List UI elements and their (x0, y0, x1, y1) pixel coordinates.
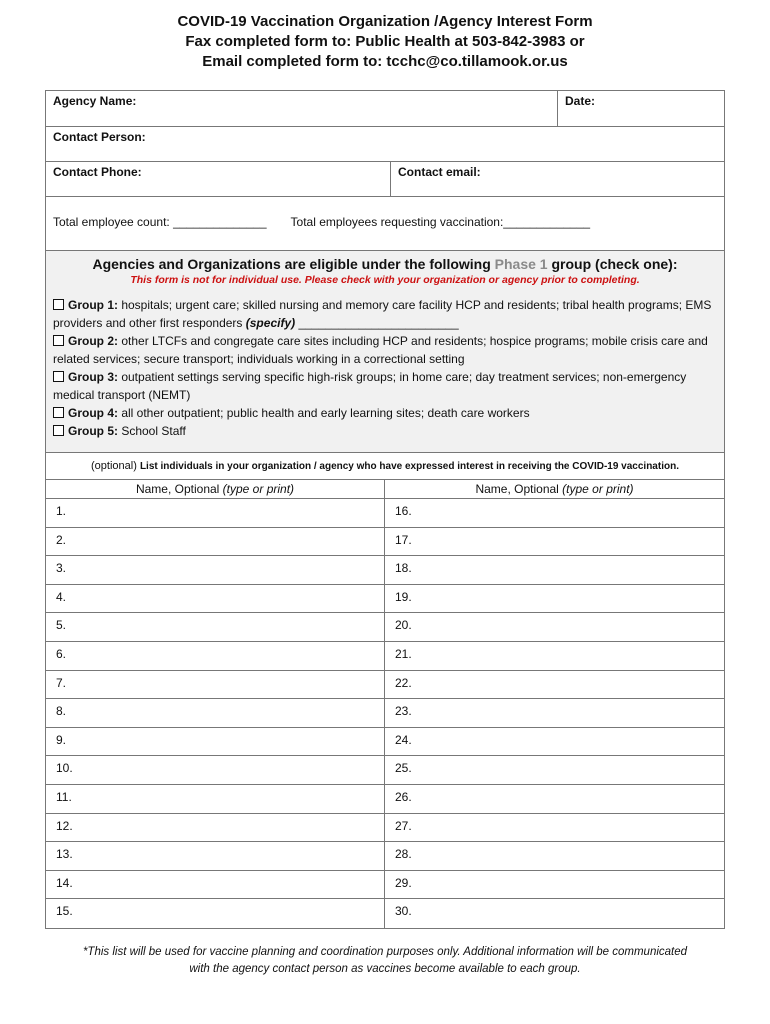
group-2-option (53, 332, 717, 368)
name-entry[interactable]: 12. (46, 814, 384, 843)
group-4-name: Group 4: (68, 406, 118, 420)
left-header-italic: (type or print) (222, 482, 295, 496)
footer-note (0, 944, 770, 978)
name-entry[interactable]: 29. (385, 871, 724, 900)
name-entry[interactable]: 11. (46, 785, 384, 814)
agency-row (46, 91, 724, 127)
name-entry[interactable]: 7. (46, 671, 384, 700)
contact-person-field[interactable]: Contact Person: (53, 130, 146, 144)
name-entry[interactable]: 22. (385, 671, 724, 700)
name-entry[interactable]: 23. (385, 699, 724, 728)
name-entry[interactable]: 10. (46, 756, 384, 785)
name-entry[interactable]: 24. (385, 728, 724, 757)
eligibility-title (53, 255, 717, 273)
group-1-text: hospitals; urgent care; skilled nursing and memory care facility HCP and residents; tribal health programs; EMS providers and other first responders (53, 298, 712, 330)
name-entry[interactable]: 30. (395, 904, 412, 919)
group-1-name: Group 1: (68, 298, 118, 312)
form-title: COVID-19 Vaccination Organization /Agency Interest Form (177, 13, 593, 30)
name-entry[interactable]: 21. (385, 642, 724, 671)
group-4-option (53, 404, 717, 422)
optional-prefix: (optional) (91, 460, 140, 472)
name-entry[interactable]: 13. (46, 842, 384, 871)
interest-form (45, 90, 725, 929)
right-header-main: Name, Optional (475, 482, 563, 496)
group-5-option (53, 422, 717, 440)
name-entry[interactable]: 25. (385, 756, 724, 785)
contact-person-row (46, 127, 724, 162)
footer-line-1: *This list will be used for vaccine planning and coordination purposes only. Additional information will be communicated (82, 946, 688, 958)
name-list-left (46, 499, 385, 928)
name-entry[interactable]: 20. (385, 613, 724, 642)
eligibility-title-post: group (check one): (547, 256, 678, 272)
group-1-checkbox[interactable] (53, 299, 64, 310)
group-5-checkbox[interactable] (53, 425, 64, 436)
phase-label: Phase 1 (494, 256, 548, 272)
name-list-header (46, 480, 724, 499)
group-5-name: Group 5: (68, 424, 118, 438)
left-column-header (46, 480, 385, 498)
name-list-right (385, 499, 724, 928)
group-2-name: Group 2: (68, 334, 118, 348)
group-2-text: other LTCFs and congregate care sites including HCP and residents; hospice programs; mobile crisis care and related services; secure transport; individuals working in a correctional setting (53, 334, 708, 366)
total-employee-count-field[interactable]: Total employee count: ______________ (53, 215, 267, 229)
name-entry[interactable]: 3. (46, 556, 384, 585)
group-1-specify-blank[interactable]: ________________________ (295, 316, 459, 330)
name-entry[interactable]: 5. (46, 613, 384, 642)
group-4-checkbox[interactable] (53, 407, 64, 418)
name-entry[interactable]: 8. (46, 699, 384, 728)
name-entry[interactable]: 27. (385, 814, 724, 843)
name-entry[interactable]: 17. (385, 528, 724, 557)
group-3-checkbox[interactable] (53, 371, 64, 382)
right-header-italic: (type or print) (562, 482, 634, 496)
name-entry[interactable]: 15. (56, 904, 73, 919)
name-entry[interactable]: 18. (385, 556, 724, 585)
contact-row (46, 162, 724, 197)
employee-count-row (46, 197, 724, 251)
group-1-option (53, 296, 717, 332)
name-entry[interactable]: 4. (46, 585, 384, 614)
group-3-name: Group 3: (68, 370, 118, 384)
group-1-specify: (specify) (245, 316, 296, 330)
name-entry[interactable]: 14. (46, 871, 384, 900)
form-header (0, 12, 770, 72)
eligibility-title-pre: Agencies and Organizations are eligible under the following (92, 256, 495, 272)
group-5-text: School Staff (118, 424, 186, 438)
agency-name-field[interactable]: Agency Name: (46, 91, 558, 126)
footer-line-2: with the agency contact person as vaccines become available to each group. (189, 963, 581, 975)
total-requesting-field[interactable]: Total employees requesting vaccination:_____________ (290, 215, 591, 229)
employee-count-cell (46, 215, 597, 232)
optional-text: List individuals in your organization / agency who have expressed interest in receiving the COVID-19 vaccination. (139, 461, 679, 472)
group-2-checkbox[interactable] (53, 335, 64, 346)
contact-phone-field[interactable]: Contact Phone: (46, 162, 391, 196)
left-header-main: Name, Optional (135, 482, 223, 496)
name-entry[interactable]: 16. (385, 499, 724, 528)
contact-email-field[interactable]: Contact email: (398, 165, 481, 179)
optional-list-instructions (46, 453, 724, 480)
group-4-text: all other outpatient; public health and early learning sites; death care workers (118, 406, 530, 420)
name-entry[interactable]: 6. (46, 642, 384, 671)
fax-instructions: Fax completed form to: Public Health at 503-842-3983 or (185, 33, 585, 50)
eligibility-note: This form is not for individual use. Please check with your organization or agency prior to completing. (130, 274, 640, 286)
group-3-text: outpatient settings serving specific high-risk groups; in home care; day treatment services; non-emergency medical transport (NEMT) (53, 370, 687, 402)
eligibility-section (46, 251, 724, 453)
group-list (53, 296, 717, 440)
name-entry[interactable]: 9. (46, 728, 384, 757)
name-entry[interactable]: 19. (385, 585, 724, 614)
name-entry[interactable]: 1. (46, 499, 384, 528)
name-entry[interactable]: 26. (385, 785, 724, 814)
name-entry[interactable]: 2. (46, 528, 384, 557)
email-instructions: Email completed form to: tcchc@co.tillamook.or.us (202, 53, 568, 70)
date-field[interactable]: Date: (565, 94, 596, 108)
name-list (46, 499, 724, 928)
name-entry[interactable]: 28. (385, 842, 724, 871)
right-column-header (385, 480, 724, 498)
group-3-option (53, 368, 717, 404)
